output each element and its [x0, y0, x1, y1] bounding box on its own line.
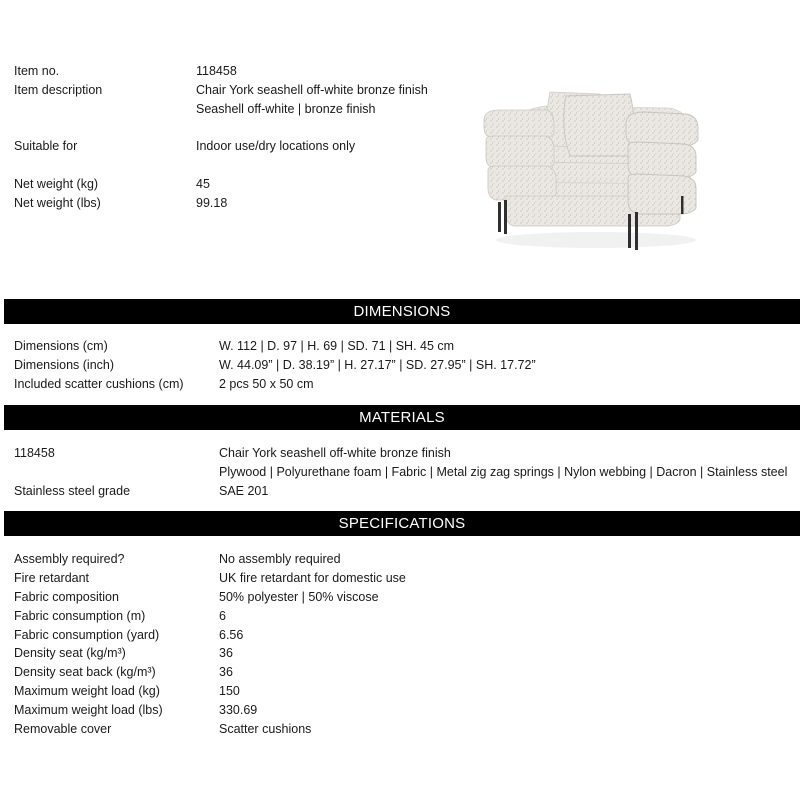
- item-description-label: Item description: [14, 83, 103, 97]
- spec-label: Maximum weight load (kg): [14, 684, 160, 698]
- net-weight-kg-label: Net weight (kg): [14, 177, 99, 191]
- dimensions-inch-label: Dimensions (inch): [14, 358, 115, 372]
- spec-label: Fire retardant: [14, 571, 90, 585]
- suitable-for-value: Indoor use/dry locations only: [196, 139, 356, 153]
- net-weight-lbs-label: Net weight (lbs): [14, 196, 101, 210]
- dimensions-inch-value: W. 44.09” | D. 38.19” | H. 27.17” | SD. 27.95” | SH. 17.72”: [219, 358, 536, 372]
- item-no-label: Item no.: [14, 64, 60, 78]
- net-weight-lbs-value: 99.18: [196, 196, 228, 210]
- dimensions-cm-value: W. 112 | D. 97 | H. 69 | SD. 71 | SH. 45 cm: [219, 339, 455, 353]
- steel-grade-value: SAE 201: [219, 484, 269, 498]
- spec-value: 36: [219, 665, 233, 679]
- materials-heading: MATERIALS: [4, 405, 800, 430]
- spec-value: 6: [219, 609, 226, 623]
- steel-grade-label: Stainless steel grade: [14, 484, 131, 498]
- specifications-heading: SPECIFICATIONS: [4, 511, 800, 536]
- materials-list-value: Plywood | Polyurethane foam | Fabric | Metal zig zag springs | Nylon webbing | Dacron | Stainless steel: [219, 465, 788, 479]
- item-description-value: Chair York seashell off-white bronze finish: [196, 83, 428, 97]
- spec-label: Maximum weight load (lbs): [14, 703, 163, 717]
- spec-value: UK fire retardant for domestic use: [219, 571, 406, 585]
- spec-label: Fabric consumption (yard): [14, 628, 160, 642]
- spec-value: 50% polyester | 50% viscose: [219, 590, 379, 604]
- spec-label: Assembly required?: [14, 552, 125, 566]
- dimensions-heading: DIMENSIONS: [4, 299, 800, 324]
- scatter-cushions-label: Included scatter cushions (cm): [14, 377, 184, 391]
- scatter-cushions-value: 2 pcs 50 x 50 cm: [219, 377, 314, 391]
- spec-label: Fabric composition: [14, 590, 119, 604]
- item-description-value-2: Seashell off-white | bronze finish: [196, 102, 376, 116]
- spec-label: Removable cover: [14, 722, 112, 736]
- spec-value: Scatter cushions: [219, 722, 312, 736]
- spec-value: 6.56: [219, 628, 244, 642]
- spec-label: Density seat back (kg/m³): [14, 665, 156, 679]
- spec-value: No assembly required: [219, 552, 341, 566]
- materials-item-label: 118458: [14, 446, 55, 460]
- item-no-value: 118458: [196, 64, 237, 78]
- armchair-photo: [478, 84, 704, 256]
- spec-label: Density seat (kg/m³): [14, 646, 126, 660]
- spec-label: Fabric consumption (m): [14, 609, 146, 623]
- suitable-for-label: Suitable for: [14, 139, 78, 153]
- materials-item-value: Chair York seashell off-white bronze finish: [219, 446, 451, 460]
- net-weight-kg-value: 45: [196, 177, 210, 191]
- spec-value: 150: [219, 684, 240, 698]
- spec-value: 36: [219, 646, 233, 660]
- spec-value: 330.69: [219, 703, 258, 717]
- dimensions-cm-label: Dimensions (cm): [14, 339, 108, 353]
